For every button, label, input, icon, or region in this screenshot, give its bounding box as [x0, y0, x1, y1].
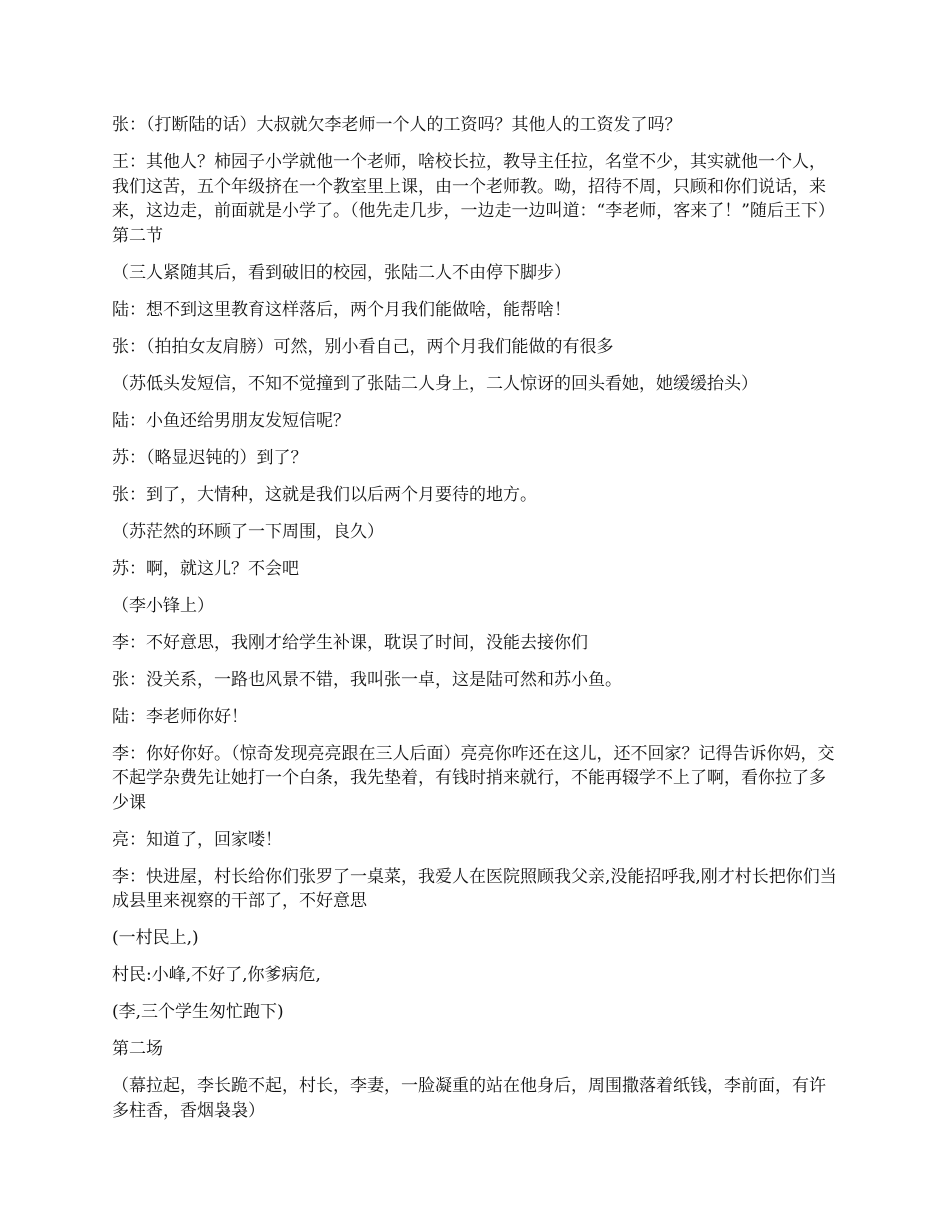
paragraph-wang-explains: 王：其他人？柿园子小学就他一个老师，啥校长拉，教导主任拉，名堂不少，其实就他一个人，我们这苦，五个年级挤在一个教室里上课，由一个老师教。呦，招待不周，只顾和你们说话，来来，这边走，前面就是小学了。（他先走几步，一边走一边叫道：“李老师，客来了！”随后王下）第二节 [112, 152, 835, 246]
stage-direction-li-enters: （李小锋上） [112, 595, 214, 616]
paragraph-zhang-introduce: 张：没关系，一路也风景不错，我叫张一卓，这是陆可然和苏小鱼。 [112, 669, 622, 690]
paragraph-li-invite: 李：快进屋，村长给你们张罗了一桌菜，我爱人在医院照顾我父亲,没能招呼我,刚才村长把你们当成县里来视察的干部了，不好意思 [112, 866, 837, 911]
paragraph-li-apology: 李：不好意思，我刚才给学生补课，耽误了时间，没能去接你们 [112, 632, 588, 653]
paragraph-liang-reply: 亮：知道了，回家喽！ [112, 829, 282, 850]
paragraph-zhang-interrupt: 张：（打断陆的话）大叔就欠李老师一个人的工资吗？其他人的工资发了吗？ [112, 115, 682, 135]
scene-heading: 第二场 [112, 1039, 163, 1059]
paragraph-zhang-comfort: 张：（拍拍女友肩膀）可然，别小看自己，两个月我们能做的有很多 [112, 336, 614, 357]
stage-direction-follow: （三人紧随其后，看到破旧的校园，张陆二人不由停下脚步） [112, 262, 571, 283]
paragraph-su-arrived: 苏：（略显迟钝的）到了？ [112, 447, 308, 468]
paragraph-li-liangliang: 李：你好你好。（惊奇发现亮亮跟在三人后面）亮亮你咋还在这儿，还不回家？记得告诉你妈，交不起学杂费先让她打一个白条，我先垫着，有钱时捎来就行，不能再辍学不上了啊，看你拉了多少课 [112, 743, 835, 813]
stage-direction-curtain: （幕拉起，李长跪不起，村长，李妻，一脸凝重的站在他身后，周围撒落着纸钱，李前面，有许多柱香，香烟袅袅） [112, 1076, 826, 1121]
stage-direction-su-looks: （苏茫然的环顾了一下周围，良久） [112, 521, 384, 542]
document-body [112, 113, 840, 1136]
paragraph-lu-question: 陆：小鱼还给男朋友发短信呢？ [112, 410, 350, 431]
paragraph-su-surprise: 苏：啊，就这儿？不会吧 [112, 558, 299, 579]
paragraph-lu-greeting: 陆：李老师你好！ [112, 706, 248, 727]
stage-direction-su-texting: （苏低头发短信，不知不觉撞到了张陆二人身上，二人惊讶的回头看她，她缓缓抬头） [112, 373, 758, 394]
paragraph-zhang-arrived: 张：到了，大情种，这就是我们以后两个月要待的地方。 [112, 484, 537, 505]
stage-direction-exit: (李,三个学生匆忙跑下) [112, 1002, 284, 1022]
paragraph-villager-news: 村民:小峰,不好了,你爹病危, [112, 965, 321, 985]
stage-direction-villager-enters: (一村民上,) [112, 928, 199, 948]
paragraph-lu-education: 陆：想不到这里教育这样落后，两个月我们能做啥，能帮啥！ [112, 299, 571, 320]
